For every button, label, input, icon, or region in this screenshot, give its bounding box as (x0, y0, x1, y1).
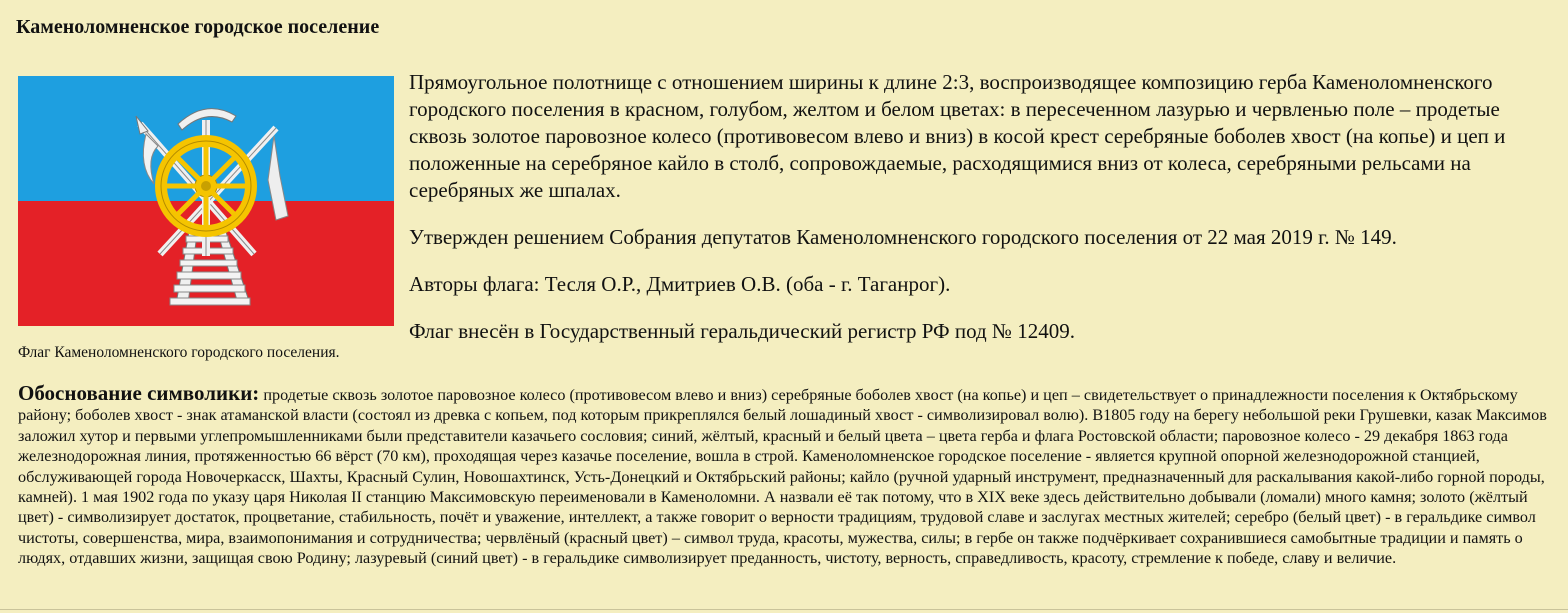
description-paragraph: Утвержден решением Собрания депутатов Каменоломненского городского поселения от 22 мая 2019 г. № 149. (409, 225, 1397, 249)
flag-image (18, 76, 394, 326)
divider (0, 609, 1568, 610)
flag-figure (18, 76, 396, 362)
justification-heading: Обоснование символики: (18, 381, 260, 405)
description-paragraph: Авторы флага: Тесля О.Р., Дмитриев О.В. (оба - г. Таганрог). (409, 272, 951, 296)
page-title: Каменоломненское городское поселение (16, 16, 380, 38)
flag-caption: Флаг Каменоломненского городского поселения. (18, 344, 340, 361)
description-paragraph: Прямоугольное полотнище с отношением ширины к длине 2:3, воспроизводящее композицию герба Каменоломненского городского поселения в красном, голубом, желтом и белом цветах: в пересеченном лазурью и червленью поле – продетые сквозь золотое паровозное колесо (противовесом влево и вниз) в косой крест серебряные боболев хвост (на копье) и цеп и положенные на серебряное кайло в столб, сопровождаемые, расходящимися вниз от колеса, серебряными рельсами на серебряных же шпалах. (409, 70, 1506, 202)
symbolism-justification (18, 383, 1550, 569)
flag-description (409, 69, 1549, 365)
justification-text: продетые сквозь золотое паровозное колесо (противовесом влево и вниз) серебряные боболев хвост (на копье) и цеп – свидетельствует о принадлежности поселения к Октябрьскому району; боболев хвост - знак атаманской власти (состоял из древка с копьем, под которым прикреплялся белый лошадиный хвост - символизировал волю). В1805 году на берегу небольшой реки Грушевки, казак Максимов заложил хутор и первыми углепромышленниками были представители казачьего сословия; синий, жёлтый, красный и белый цвета – цвета герба и флага Ростовской области; паровозное колесо - 29 декабря 1863 года железнодорожная линия, протяженностью 66 вёрст (70 км), проходящая через казачье поселение, вошла в строй. Каменоломненское городское поселение - является крупной опорной железнодорожной станцией, обслуживающей города Новочеркасск, Шахты, Красный Сулин, Новошахтинск, Усть-Донецкий и Октябрьский районы; кайло (ручной ударный инструмент, предназначенный для раскалывания какой-либо горной породы, камней). 1 мая 1902 года по указу царя Николая II станцию Максимовскую переименовали в Каменоломни. А назвали её так потому, что в XIX веке здесь действительно добывали (ломали) много камня; золото (жёлтый цвет) - символизирует достаток, процветание, стабильность, почёт и уважение, интеллект, а также говорит о верности традициям, трудовой славе и заслугах местных жителей; серебро (белый цвет) - в геральдике символ чистоты, совершенства, мира, взаимопонимания и сотрудничества; червлёный (красный цвет) – символ труда, красоты, мужества, силы; в гербе он также подчёркивает сохранившиеся самобытные традиции и память о людях, отдавших жизни, защищая свою Родину; лазуревый (синий цвет) - в геральдике символизирует преданность, чистоту, верность, справедливость, красоту, стремление к победе, славу и величие. (18, 386, 1547, 568)
description-paragraph: Флаг внесён в Государственный геральдический регистр РФ под № 12409. (409, 319, 1075, 343)
